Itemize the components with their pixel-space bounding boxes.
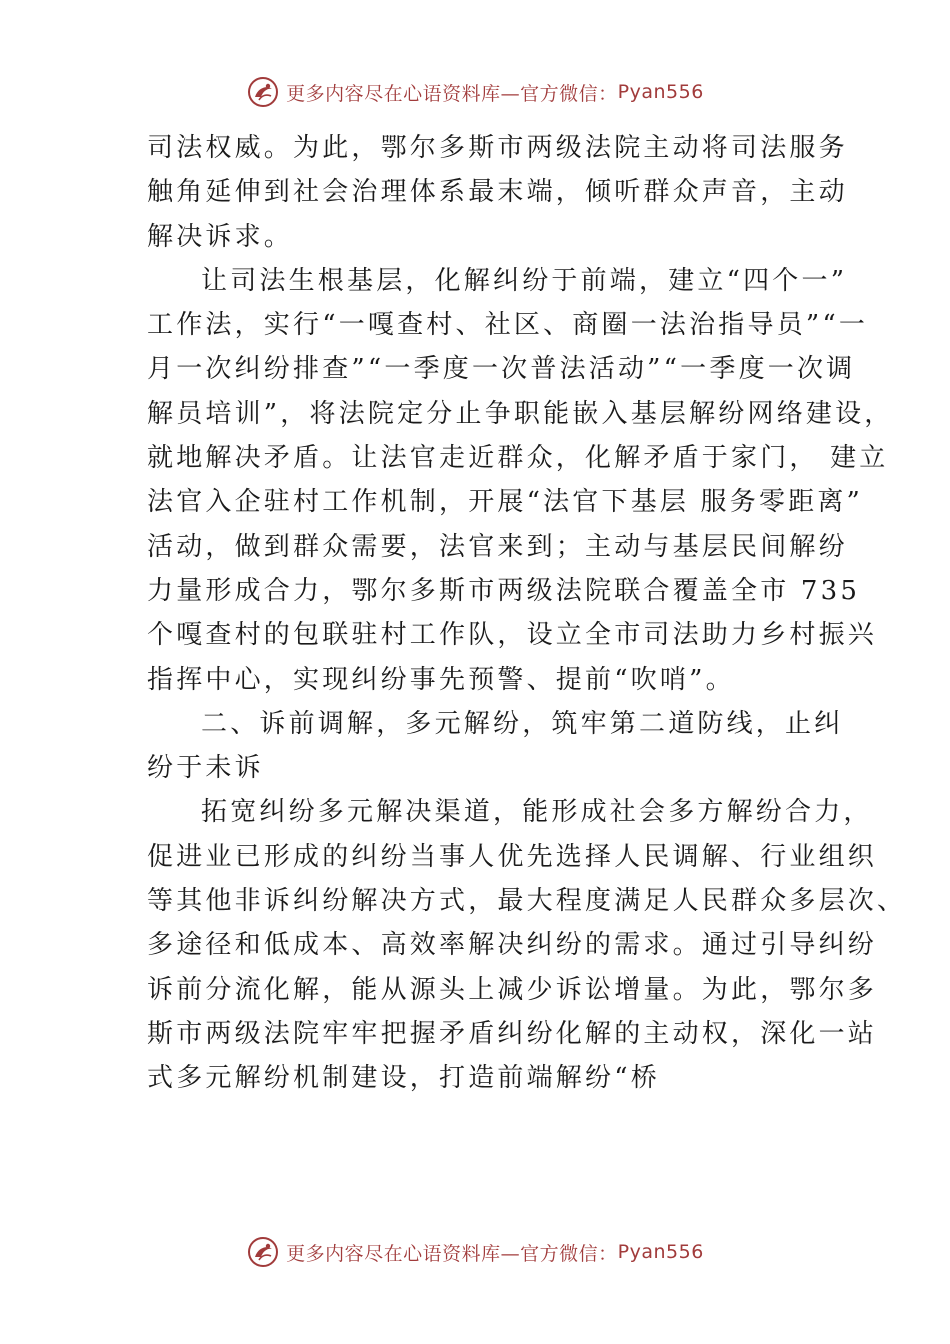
text-line: 活动，做到群众需要，法官来到；主动与基层民间解纷 (147, 531, 848, 562)
flower-seal-icon (246, 1235, 280, 1269)
text-line: 工作法，实行“一嘎查村、社区、商圈一法治指导员”“一 (147, 310, 869, 341)
text-line: 指挥中心，实现纠纷事先预警、提前“吹哨”。 (147, 664, 735, 695)
watermark-wechat-id: Pyan556 (617, 81, 704, 103)
text-line: 解员培训”，将法院定分止争职能嵌入基层解纷网络建设， (147, 398, 894, 429)
text-line: 力量形成合力，鄂尔多斯市两级法院联合覆盖全市 735 (147, 575, 861, 606)
paragraph-start-line: 拓宽纠纷多元解决渠道，能形成社会多方解纷合力， (201, 797, 873, 828)
text-line: 促进业已形成的纠纷当事人优先选择人民调解、行业组织 (147, 841, 878, 872)
text-line: 月一次纠纷排查”“一季度一次普法活动”“一季度一次调 (147, 354, 856, 385)
watermark-text: 更多内容尽在心语资料库—官方微信： (286, 82, 618, 105)
header-watermark (0, 72, 950, 112)
text-line: 解决诉求。 (147, 221, 294, 252)
text-line: 多途径和低成本、高效率解决纠纷的需求。通过引导纠纷 (147, 930, 878, 961)
watermark-wechat-id: Pyan556 (617, 1241, 704, 1263)
text-line: 个嘎查村的包联驻村工作队，设立全市司法助力乡村振兴 (147, 620, 878, 651)
text-line: 司法权威。为此，鄂尔多斯市两级法院主动将司法服务 (147, 133, 848, 163)
text-line: 就地解决矛盾。让法官走近群众，化解矛盾于家门， 建立 (147, 443, 889, 474)
text-line: 诉前分流化解，能从源头上减少诉讼增量。为此，鄂尔多 (147, 974, 878, 1005)
text-line: 等其他非诉纠纷解决方式，最大程度满足人民群众多层次、 (147, 886, 907, 917)
footer-watermark (0, 1232, 950, 1272)
section-heading-line: 纷于未诉 (147, 753, 264, 784)
watermark-text: 更多内容尽在心语资料库—官方微信： (286, 1242, 618, 1265)
section-heading-line: 二、诉前调解，多元解纷，筑牢第二道防线，止纠 (201, 708, 844, 739)
flower-seal-icon (246, 75, 280, 109)
paragraph-start-line: 让司法生根基层，化解纠纷于前端，建立“四个一” (201, 265, 848, 296)
text-line: 法官入企驻村工作机制，开展“法官下基层 服务零距离” (147, 487, 864, 518)
text-line: 式多元解纷机制建设，打造前端解纷“桥 (147, 1063, 660, 1094)
text-line: 触角延伸到社会治理体系最末端，倾听群众声音，主动 (147, 177, 848, 208)
document-body (147, 126, 907, 1101)
text-line: 斯市两级法院牢牢把握矛盾纠纷化解的主动权，深化一站 (147, 1018, 878, 1049)
